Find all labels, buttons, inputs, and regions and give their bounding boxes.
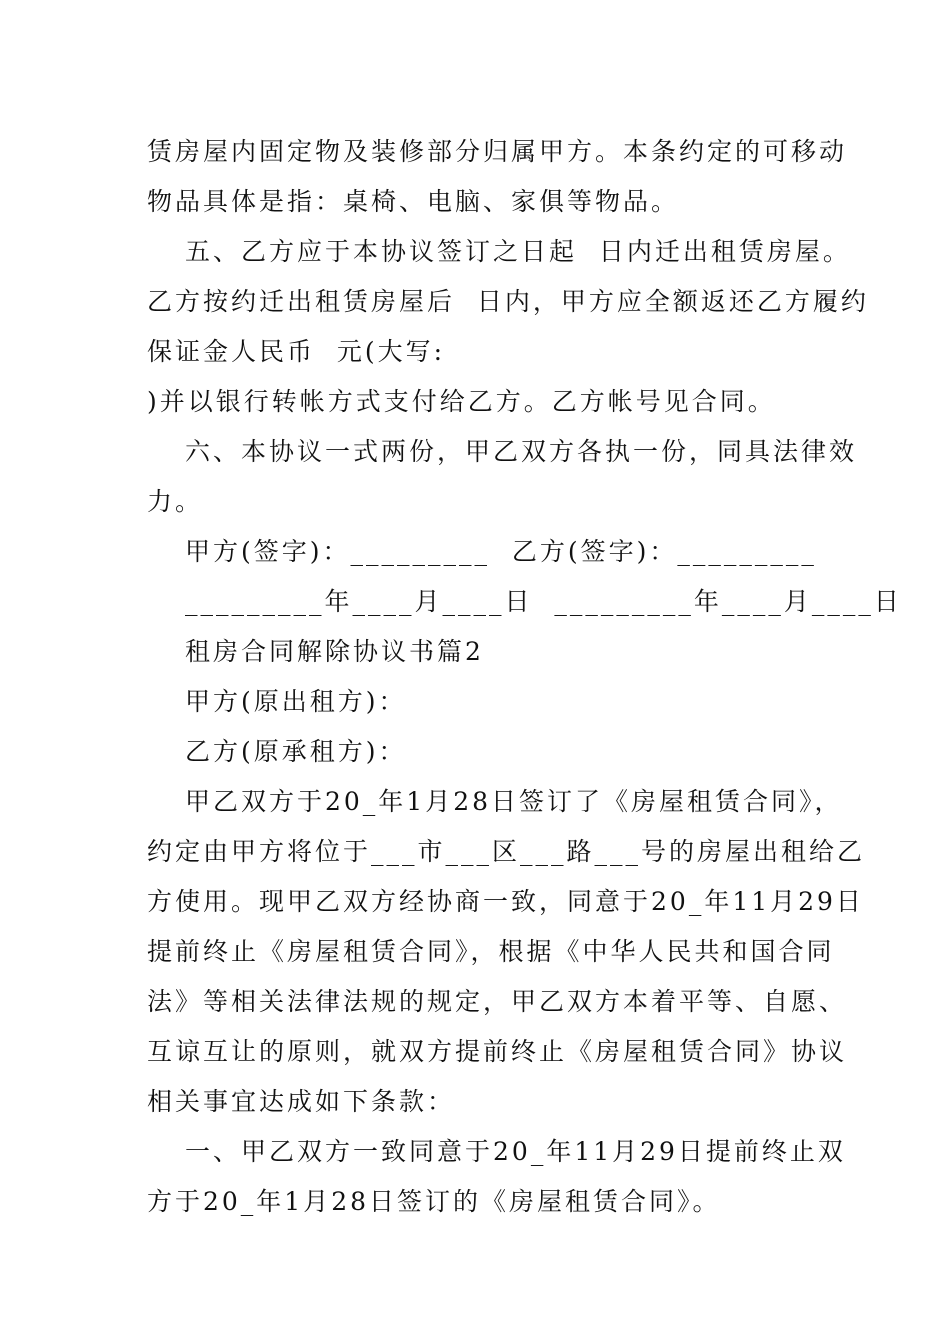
- signature-line: 甲方(签字)：_________ 乙方(签字)：_________: [185, 537, 817, 566]
- party-a-label: 甲方(原出租方)：: [185, 687, 407, 716]
- paragraph-line: 法》等相关法律法规的规定，甲乙双方本着平等、自愿、: [147, 987, 848, 1016]
- clause-five-line: 五、乙方应于本协议签订之日起 日内迁出租赁房屋。: [185, 237, 851, 266]
- paragraph-line: 赁房屋内固定物及装修部分归属甲方。本条约定的可移动: [147, 137, 848, 166]
- clause-one-line: 一、甲乙双方一致同意于20_年11月29日提前终止双: [185, 1137, 846, 1166]
- paragraph-line: 相关事宜达成如下条款：: [147, 1087, 456, 1116]
- date-line: _________年____月____日 _________年____月____日: [185, 587, 902, 616]
- paragraph-line: 方于20_年1月28日签订的《房屋租赁合同》。: [147, 1187, 721, 1216]
- paragraph-line: 力。: [147, 487, 204, 516]
- paragraph-line: 物品具体是指：桌椅、电脑、家俱等物品。: [147, 187, 680, 216]
- paragraph-line: )并以银行转帐方式支付给乙方。乙方帐号见合同。: [147, 387, 776, 416]
- paragraph-line: 保证金人民币 元(大写:: [147, 337, 446, 366]
- paragraph-line: 乙方按约迁出租赁房屋后 日内，甲方应全额返还乙方履约: [147, 287, 869, 316]
- paragraph-line: 提前终止《房屋租赁合同》，根据《中华人民共和国合同: [147, 937, 835, 966]
- party-b-label: 乙方(原承租方)：: [185, 737, 407, 766]
- paragraph-line: 方使用。现甲乙双方经协商一致，同意于20_年11月29日: [147, 887, 864, 916]
- paragraph-line: 甲乙双方于20_年1月28日签订了《房屋租赁合同》，: [185, 787, 843, 816]
- paragraph-line: 互谅互让的原则，就双方提前终止《房屋租赁合同》协议: [147, 1037, 848, 1066]
- paragraph-line: 约定由甲方将位于___市___区___路___号的房屋出租给乙: [147, 837, 866, 866]
- clause-six-line: 六、本协议一式两份，甲乙双方各执一份，同具法律效: [185, 437, 858, 466]
- section-title: 租房合同解除协议书篇2: [185, 637, 484, 666]
